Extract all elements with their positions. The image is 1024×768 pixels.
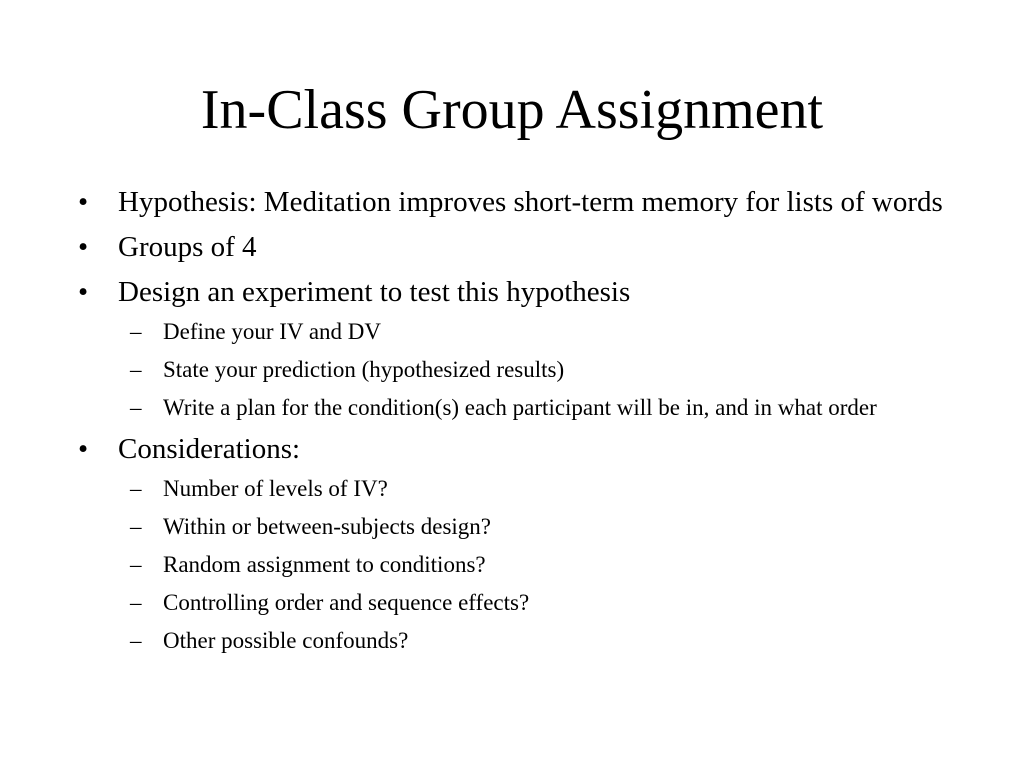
sub-bullet-marker: – [130, 357, 142, 382]
sub-bullet-marker: – [130, 514, 142, 539]
bullet-marker: • [78, 276, 89, 308]
sub-item-text: Controlling order and sequence effects? [163, 590, 530, 615]
bullet-text: Considerations: [118, 433, 301, 465]
sub-item-text: State your prediction (hypothesized results) [163, 357, 565, 382]
bullet-marker: • [78, 186, 89, 218]
bullet-item-groups [78, 229, 958, 265]
sub-item-text: Within or between-subjects design? [163, 514, 492, 539]
sub-item-confounds [130, 626, 933, 655]
bullet-item-design [78, 274, 958, 310]
bullet-marker: • [78, 231, 89, 263]
sub-item-text: Random assignment to conditions? [163, 552, 486, 577]
slide-title: In-Class Group Assignment [200, 79, 824, 141]
sub-item-levels [130, 474, 933, 503]
bullet-marker: • [78, 433, 89, 465]
sub-bullet-marker: – [130, 476, 142, 501]
sub-bullet-marker: – [130, 628, 142, 653]
sub-item-text: Write a plan for the condition(s) each participant will be in, and in what order [163, 395, 877, 420]
bullet-text: Groups of 4 [118, 231, 257, 263]
sub-item-text: Define your IV and DV [163, 319, 382, 344]
sub-bullet-marker: – [130, 319, 142, 344]
sub-item-order-effects [130, 588, 933, 617]
bullet-item-considerations [78, 431, 958, 467]
bullet-item-hypothesis [78, 184, 958, 220]
sub-item-text: Number of levels of IV? [163, 476, 388, 501]
sub-item-define-iv-dv [130, 317, 933, 346]
sub-bullet-marker: – [130, 590, 142, 615]
sub-item-plan [130, 393, 933, 422]
bullet-text: Design an experiment to test this hypothesis [118, 276, 631, 308]
sub-item-prediction [130, 355, 933, 384]
sub-item-design-type [130, 512, 933, 541]
slide-body [78, 184, 958, 664]
sub-item-random-assignment [130, 550, 933, 579]
bullet-text: Hypothesis: Meditation improves short-term memory for lists of words [118, 186, 943, 218]
sub-bullet-marker: – [130, 395, 142, 420]
sub-bullet-marker: – [130, 552, 142, 577]
sub-item-text: Other possible confounds? [163, 628, 409, 653]
